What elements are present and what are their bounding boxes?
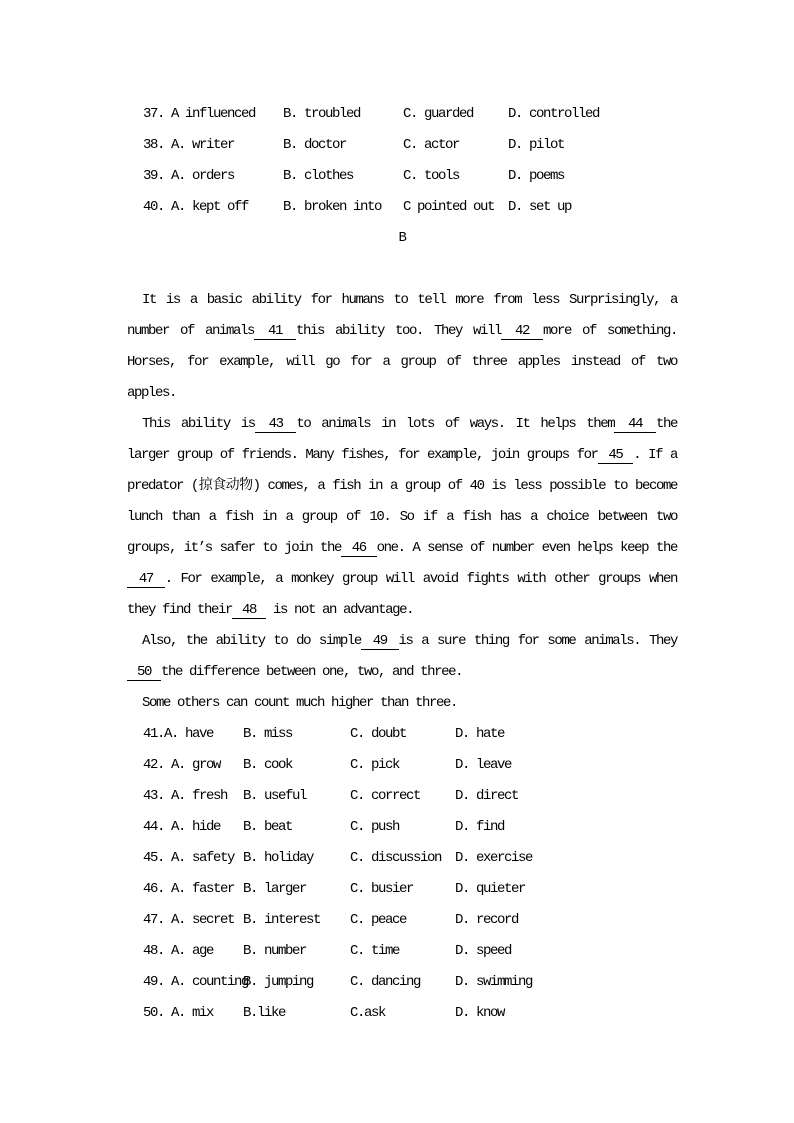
question-option-b: B. doctor <box>283 137 347 153</box>
question-row <box>127 998 677 1029</box>
question-option-c: C. actor <box>403 137 460 153</box>
question-option-b: B. troubled <box>283 106 361 122</box>
question-option-d: D. know <box>455 1005 505 1021</box>
blank-line <box>127 254 677 285</box>
question-option-d: D. leave <box>455 757 512 773</box>
question-number-option-a: 43. A. fresh <box>143 788 228 804</box>
question-option-c: C. time <box>350 943 400 959</box>
question-option-b: B.like <box>243 1005 286 1021</box>
cloze-blank-44: 44 <box>614 416 656 433</box>
question-option-c: C. correct <box>350 788 421 804</box>
question-number-option-a: 47. A. secret <box>143 912 235 928</box>
passage-line: This ability is 43 to animals in lots of ways. It helps them 44 the <box>142 416 677 432</box>
cloze-blank-47: 47 <box>127 571 165 588</box>
question-option-c: C pointed out <box>403 199 495 215</box>
question-option-d: D. quieter <box>455 881 526 897</box>
question-number-option-a: 49. A. counting <box>143 974 249 990</box>
passage-line: Some others can count much higher than three. <box>142 695 458 711</box>
question-number-option-a: 48. A. age <box>143 943 214 959</box>
question-row <box>127 936 677 967</box>
question-number-option-a: 38. A. writer <box>143 137 235 153</box>
question-option-c: C.ask <box>350 1005 386 1021</box>
passage-line: groups, it’s safer to join the 46 one. A sense of number even helps keep the <box>127 540 677 556</box>
question-option-b: B. useful <box>243 788 307 804</box>
passage-line: 47 . For example, a monkey group will avoid fights with other groups when <box>127 564 677 595</box>
passage-line: lunch than a fish in a group of 10. So if a fish has a choice between two <box>127 509 677 525</box>
question-number-option-a: 46. A. faster <box>143 881 235 897</box>
question-option-b: B. larger <box>243 881 307 897</box>
passage-line: apples. <box>127 385 177 401</box>
passage-line: they find their 48 is not an advantage. <box>127 602 414 618</box>
question-option-d: D. hate <box>455 726 505 742</box>
cloze-blank-46: 46 <box>341 540 377 557</box>
question-option-d: D. pilot <box>508 137 565 153</box>
passage-line: number of animals 41 this ability too. They will 42 more of something. <box>127 323 677 339</box>
question-option-d: D. speed <box>455 943 512 959</box>
question-option-d: D. poems <box>508 168 565 184</box>
question-option-b: B. miss <box>243 726 293 742</box>
question-option-c: C. peace <box>350 912 407 928</box>
question-option-b: B. beat <box>243 819 293 835</box>
question-option-c: C. guarded <box>403 106 474 122</box>
question-row <box>127 843 677 874</box>
question-option-d: D. record <box>455 912 519 928</box>
cloze-blank-43: 43 <box>255 416 297 433</box>
question-option-d: D. swimming <box>455 974 533 990</box>
cloze-blank-48: 48 <box>232 602 266 619</box>
passage-line: larger group of friends. Many fishes, for example, join groups for 45 . If a <box>127 447 677 463</box>
question-number-option-a: 50. A. mix <box>143 1005 214 1021</box>
question-option-d: D. set up <box>508 199 572 215</box>
question-option-d: D. find <box>455 819 505 835</box>
question-number-option-a: 42. A. grow <box>143 757 221 773</box>
section-b-heading: B <box>398 230 406 246</box>
question-row <box>127 719 677 750</box>
question-number-option-a: 39. A. orders <box>143 168 235 184</box>
cloze-blank-49: 49 <box>361 633 399 650</box>
question-row <box>127 99 677 130</box>
question-number-option-a: 41.A. have <box>143 726 214 742</box>
cloze-passage <box>127 285 677 719</box>
cloze-blank-42: 42 <box>501 323 543 340</box>
test-paper-content <box>127 99 677 1029</box>
question-option-d: D. direct <box>455 788 519 804</box>
question-row <box>127 812 677 843</box>
question-option-b: B. clothes <box>283 168 354 184</box>
question-number-option-a: 45. A. safety <box>143 850 235 866</box>
question-option-b: B. holiday <box>243 850 314 866</box>
question-option-d: D. controlled <box>508 106 600 122</box>
questions-37-40-block <box>127 99 677 223</box>
question-option-b: B. interest <box>243 912 321 928</box>
question-option-b: B. number <box>243 943 307 959</box>
question-option-c: C. push <box>350 819 400 835</box>
cloze-blank-41: 41 <box>254 323 296 340</box>
question-option-b: B. broken into <box>283 199 382 215</box>
question-row <box>127 130 677 161</box>
passage-line: Horses, for example, will go for a group of three apples instead of two <box>127 354 677 370</box>
questions-41-50-block <box>127 719 677 1029</box>
question-option-c: C. pick <box>350 757 400 773</box>
question-row <box>127 192 677 223</box>
question-option-c: C. busier <box>350 881 414 897</box>
cloze-blank-45: 45 <box>598 447 634 464</box>
question-option-c: C. doubt <box>350 726 407 742</box>
cloze-blank-50: 50 <box>127 664 161 681</box>
question-option-d: D. exercise <box>455 850 533 866</box>
question-row <box>127 967 677 998</box>
question-row <box>127 161 677 192</box>
question-row <box>127 874 677 905</box>
question-option-b: B. cook <box>243 757 293 773</box>
question-option-c: C. discussion <box>350 850 442 866</box>
question-option-b: B. jumping <box>243 974 314 990</box>
question-option-c: C. tools <box>403 168 460 184</box>
passage-line: It is a basic ability for humans to tell more from less Surprisingly, a <box>142 292 677 308</box>
question-number-option-a: 44. A. hide <box>143 819 221 835</box>
passage-line: Also, the ability to do simple 49 is a sure thing for some animals. They <box>142 633 677 649</box>
question-row <box>127 781 677 812</box>
question-row <box>127 905 677 936</box>
question-number-option-a: 37. A influenced <box>143 106 256 122</box>
question-number-option-a: 40. A. kept off <box>143 199 249 215</box>
passage-line: predator (掠食动物) comes, a fish in a group of 40 is less possible to become <box>127 478 677 494</box>
passage-line: 50 the difference between one, two, and three. <box>127 657 677 688</box>
question-row <box>127 750 677 781</box>
question-option-c: C. dancing <box>350 974 421 990</box>
